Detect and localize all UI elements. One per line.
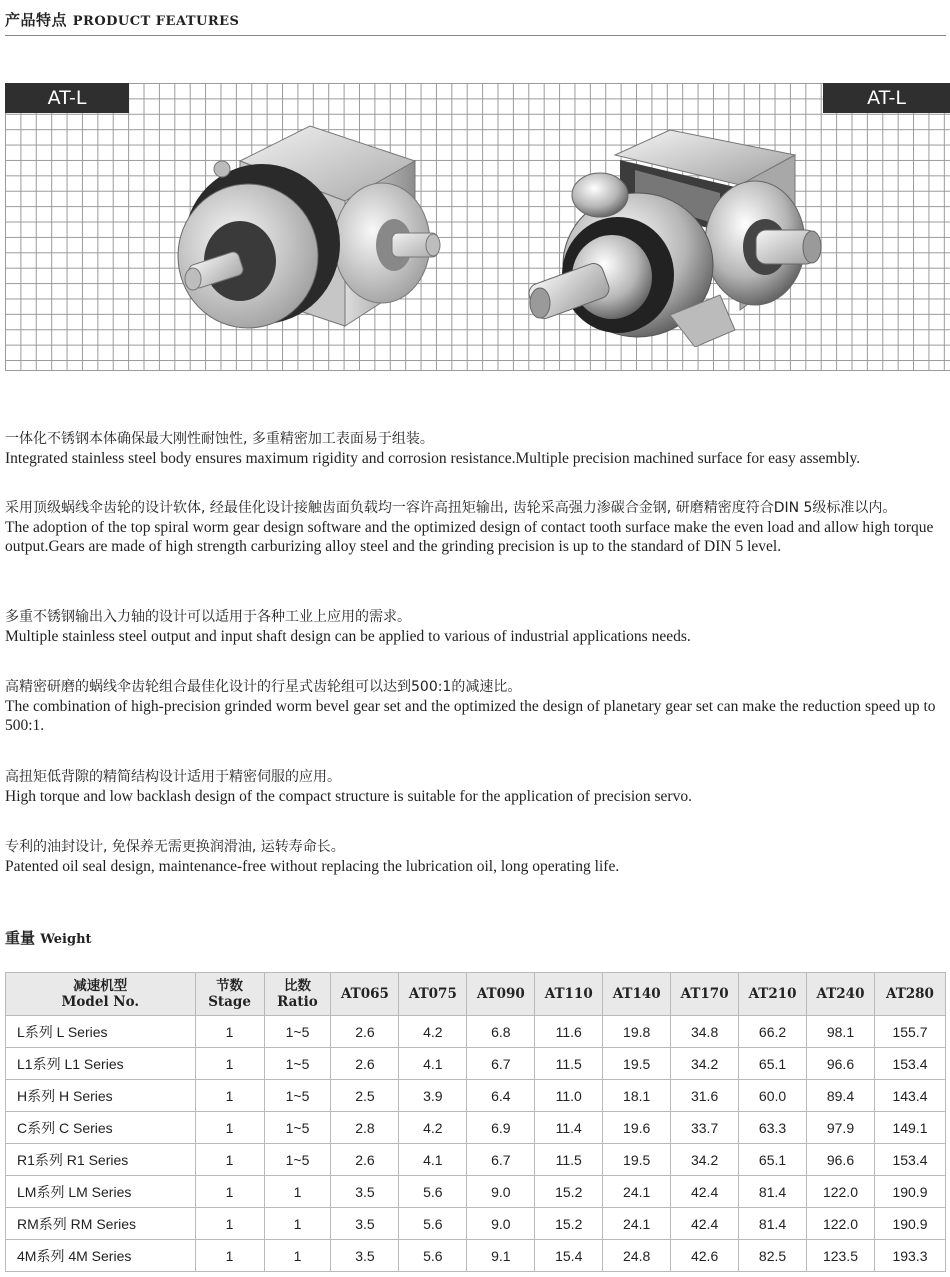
feature-4: [5, 678, 950, 735]
weight-value-cell: 6.4: [467, 1080, 535, 1112]
weight-value-cell: 19.5: [603, 1048, 671, 1080]
ratio-cell: 1: [264, 1176, 331, 1208]
weight-value-cell: 149.1: [874, 1112, 945, 1144]
feature-1-cn: 一体化不锈钢本体确保最大刚性耐蚀性, 多重精密加工表面易于组装。: [5, 431, 434, 447]
weight-value-cell: 82.5: [739, 1240, 807, 1272]
gearbox-cutaway-image: [520, 125, 825, 347]
weight-value-cell: 24.1: [603, 1176, 671, 1208]
weight-value-cell: 11.4: [535, 1112, 603, 1144]
stage-cell: 1: [195, 1048, 264, 1080]
header-ratio-en: Ratio: [277, 994, 318, 1010]
table-row: [6, 1208, 946, 1240]
weight-value-cell: 11.5: [535, 1144, 603, 1176]
series-name-cell: L1系列 L1 Series: [6, 1048, 196, 1080]
weight-value-cell: 98.1: [807, 1016, 875, 1048]
table-row: [6, 1176, 946, 1208]
weight-value-cell: 2.6: [331, 1016, 399, 1048]
stage-cell: 1: [195, 1176, 264, 1208]
feature-3: [5, 608, 950, 646]
header-model: [6, 973, 196, 1016]
weight-value-cell: 65.1: [739, 1048, 807, 1080]
feature-4-cn: 高精密研磨的蜗线伞齿轮组合最佳化设计的行星式齿轮组可以达到500:1的减速比。: [5, 679, 522, 695]
feature-2: [5, 499, 950, 556]
header-model-cn: 减速机型: [73, 978, 128, 994]
table-row: [6, 1112, 946, 1144]
header-model-en: Model No.: [61, 994, 140, 1010]
stage-cell: 1: [195, 1144, 264, 1176]
stage-cell: 1: [195, 1016, 264, 1048]
table-row: [6, 1240, 946, 1272]
stage-cell: 1: [195, 1080, 264, 1112]
weight-value-cell: 42.6: [671, 1240, 739, 1272]
ratio-cell: 1~5: [264, 1016, 331, 1048]
weight-table: [5, 972, 946, 1272]
weight-value-cell: 2.6: [331, 1144, 399, 1176]
weight-value-cell: 19.5: [603, 1144, 671, 1176]
header-ratio-cn: 比数: [283, 978, 311, 994]
weight-value-cell: 11.6: [535, 1016, 603, 1048]
weight-value-cell: 15.2: [535, 1176, 603, 1208]
header-stage-cn: 节数: [216, 978, 244, 994]
series-name-cell: 4M系列 4M Series: [6, 1240, 196, 1272]
weight-value-cell: 11.5: [535, 1048, 603, 1080]
feature-6: [5, 838, 950, 876]
feature-3-en: Multiple stainless steel output and input shaft design can be applied to various of industrial applications needs.: [5, 628, 691, 645]
table-row: [6, 1080, 946, 1112]
table-row: [6, 1144, 946, 1176]
series-name-cell: R1系列 R1 Series: [6, 1144, 196, 1176]
header-at075: AT075: [399, 973, 467, 1016]
weight-value-cell: 15.2: [535, 1208, 603, 1240]
feature-4-en: The combination of high-precision grinded worm bevel gear set and the optimized the design of planetary gear set can make the reduction speed up to 500:1.: [5, 698, 936, 734]
weight-value-cell: 89.4: [807, 1080, 875, 1112]
ratio-cell: 1~5: [264, 1144, 331, 1176]
weight-section-title: [5, 927, 92, 948]
weight-value-cell: 63.3: [739, 1112, 807, 1144]
stage-cell: 1: [195, 1208, 264, 1240]
weight-value-cell: 19.8: [603, 1016, 671, 1048]
weight-value-cell: 6.8: [467, 1016, 535, 1048]
header-at065: AT065: [331, 973, 399, 1016]
weight-title-en: Weight: [40, 932, 92, 947]
feature-5-en: High torque and low backlash design of the compact structure is suitable for the application of precision servo.: [5, 788, 692, 805]
table-row: [6, 1048, 946, 1080]
weight-value-cell: 42.4: [671, 1208, 739, 1240]
weight-value-cell: 3.5: [331, 1208, 399, 1240]
series-name-cell: LM系列 LM Series: [6, 1176, 196, 1208]
weight-value-cell: 5.6: [399, 1208, 467, 1240]
header-at170: AT170: [671, 973, 739, 1016]
weight-value-cell: 34.2: [671, 1144, 739, 1176]
model-tag-right: AT-L: [823, 83, 950, 113]
ratio-cell: 1~5: [264, 1080, 331, 1112]
header-divider: [5, 35, 946, 36]
feature-3-cn: 多重不锈钢输出入力轴的设计可以适用于各种工业上应用的需求。: [5, 609, 411, 625]
weight-value-cell: 4.1: [399, 1048, 467, 1080]
feature-6-en: Patented oil seal design, maintenance-free without replacing the lubrication oil, long operating life.: [5, 858, 620, 875]
weight-value-cell: 2.6: [331, 1048, 399, 1080]
weight-value-cell: 31.6: [671, 1080, 739, 1112]
product-banner: [5, 83, 950, 371]
feature-1-en: Integrated stainless steel body ensures maximum rigidity and corrosion resistance.Multiple precision machined surface for easy assembly.: [5, 450, 861, 467]
weight-table-body: [6, 1016, 946, 1272]
header-at280: AT280: [874, 973, 945, 1016]
weight-value-cell: 4.1: [399, 1144, 467, 1176]
weight-value-cell: 5.6: [399, 1240, 467, 1272]
weight-value-cell: 34.8: [671, 1016, 739, 1048]
header-ratio: [264, 973, 331, 1016]
header-stage: [195, 973, 264, 1016]
weight-value-cell: 3.9: [399, 1080, 467, 1112]
weight-value-cell: 9.0: [467, 1176, 535, 1208]
weight-value-cell: 6.9: [467, 1112, 535, 1144]
weight-value-cell: 81.4: [739, 1208, 807, 1240]
weight-value-cell: 11.0: [535, 1080, 603, 1112]
weight-value-cell: 4.2: [399, 1112, 467, 1144]
weight-value-cell: 3.5: [331, 1240, 399, 1272]
ratio-cell: 1~5: [264, 1048, 331, 1080]
weight-value-cell: 96.6: [807, 1144, 875, 1176]
weight-value-cell: 123.5: [807, 1240, 875, 1272]
weight-value-cell: 24.1: [603, 1208, 671, 1240]
weight-value-cell: 9.0: [467, 1208, 535, 1240]
weight-value-cell: 3.5: [331, 1176, 399, 1208]
feature-1: [5, 430, 950, 468]
weight-value-cell: 190.9: [874, 1176, 945, 1208]
series-name-cell: H系列 H Series: [6, 1080, 196, 1112]
weight-value-cell: 6.7: [467, 1048, 535, 1080]
feature-5-cn: 高扭矩低背隙的精简结构设计适用于精密伺服的应用。: [5, 769, 341, 785]
weight-value-cell: 2.5: [331, 1080, 399, 1112]
series-name-cell: RM系列 RM Series: [6, 1208, 196, 1240]
weight-value-cell: 9.1: [467, 1240, 535, 1272]
feature-5: [5, 768, 950, 806]
weight-value-cell: 60.0: [739, 1080, 807, 1112]
table-row: [6, 1016, 946, 1048]
section-title-product-features: [5, 9, 239, 30]
header-at240: AT240: [807, 973, 875, 1016]
weight-title-cn: 重量: [5, 929, 36, 947]
header-at140: AT140: [603, 973, 671, 1016]
ratio-cell: 1: [264, 1240, 331, 1272]
stage-cell: 1: [195, 1112, 264, 1144]
header-at210: AT210: [739, 973, 807, 1016]
weight-value-cell: 24.8: [603, 1240, 671, 1272]
ratio-cell: 1~5: [264, 1112, 331, 1144]
feature-2-cn: 采用顶级蜗线伞齿轮的设计软体, 经最佳化设计接触齿面负载均一容许高扭矩输出, 齿轮采高强力渗碳合金钢, 研磨精密度符合DIN 5级标准以内。: [5, 500, 897, 516]
weight-value-cell: 153.4: [874, 1048, 945, 1080]
weight-value-cell: 97.9: [807, 1112, 875, 1144]
weight-value-cell: 6.7: [467, 1144, 535, 1176]
weight-value-cell: 96.6: [807, 1048, 875, 1080]
weight-value-cell: 122.0: [807, 1176, 875, 1208]
ratio-cell: 1: [264, 1208, 331, 1240]
weight-value-cell: 33.7: [671, 1112, 739, 1144]
section-title-en: PRODUCT FEATURES: [72, 14, 240, 29]
weight-value-cell: 153.4: [874, 1144, 945, 1176]
weight-value-cell: 18.1: [603, 1080, 671, 1112]
weight-value-cell: 4.2: [399, 1016, 467, 1048]
weight-value-cell: 122.0: [807, 1208, 875, 1240]
weight-value-cell: 193.3: [874, 1240, 945, 1272]
header-at090: AT090: [467, 973, 535, 1016]
weight-value-cell: 65.1: [739, 1144, 807, 1176]
weight-value-cell: 19.6: [603, 1112, 671, 1144]
weight-value-cell: 155.7: [874, 1016, 945, 1048]
weight-value-cell: 143.4: [874, 1080, 945, 1112]
weight-value-cell: 2.8: [331, 1112, 399, 1144]
weight-value-cell: 66.2: [739, 1016, 807, 1048]
feature-2-en: The adoption of the top spiral worm gear design software and the optimized design of contact tooth surface make the even load and allow high torque output.Gears are made of high strength carburizing alloy steel and the grinding precision is up to the standard of DIN 5 level.: [5, 519, 934, 555]
model-tag-left: AT-L: [5, 83, 129, 113]
weight-value-cell: 42.4: [671, 1176, 739, 1208]
header-at110: AT110: [535, 973, 603, 1016]
weight-value-cell: 81.4: [739, 1176, 807, 1208]
weight-value-cell: 15.4: [535, 1240, 603, 1272]
section-title-cn: 产品特点: [5, 11, 68, 29]
gearbox-exterior-image: [170, 121, 445, 341]
weight-value-cell: 190.9: [874, 1208, 945, 1240]
stage-cell: 1: [195, 1240, 264, 1272]
series-name-cell: C系列 C Series: [6, 1112, 196, 1144]
header-stage-en: Stage: [208, 994, 251, 1010]
weight-value-cell: 5.6: [399, 1176, 467, 1208]
weight-table-header-row: [6, 973, 946, 1016]
weight-value-cell: 34.2: [671, 1048, 739, 1080]
feature-6-cn: 专利的油封设计, 免保养无需更换润滑油, 运转寿命长。: [5, 839, 345, 855]
series-name-cell: L系列 L Series: [6, 1016, 196, 1048]
